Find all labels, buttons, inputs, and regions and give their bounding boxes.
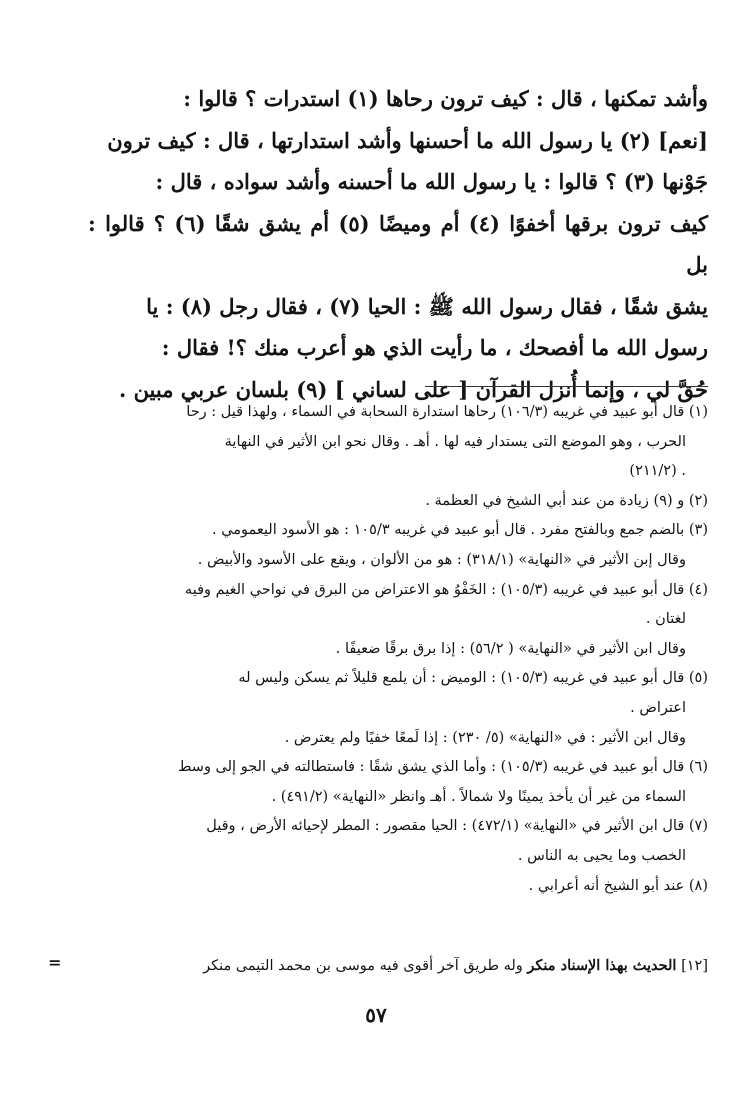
footnote-line: (٥) قال أبو عبيد في غريبه (١٠٥/٣) : الوميض : أن يلمع قليلاً ثم يسكن وليس له <box>238 670 708 687</box>
footnote-line: وقال إبن الأثير في «النهاية» (٣١٨/١) : هو من الألوان ، ويقع على الأسود والأبيض . <box>197 551 686 568</box>
footnote-line: (٤) قال أبو عبيد في غريبه (١٠٥/٣) : الخَفْوُ هو الاعتراض من البرق في نواحي الغيم وفيه <box>184 581 708 598</box>
footnote-line: (١) قال أبو عبيد في غريبه (١٠٦/٣) رحاها استدارة السحابة في السماء ، ولهذا قيل : رحا <box>186 404 708 420</box>
hadith-note-text: وله طريق آخر أقوى فيه موسى بن محمد التيمى منكر <box>203 958 523 974</box>
main-line: جَوْنها (٣) ؟ قالوا : يا رسول الله ما أحسنه وأشد سواده ، قال : <box>155 169 708 194</box>
hadith-verdict: الحديث بهذا الإسناد منكر <box>527 957 677 974</box>
continuation-mark: = <box>48 953 62 972</box>
main-line: كيف ترون برقها أخفوًا (٤) أم وميضًا (٥) أم يشق شقًا (٦) ؟ قالوا : بل <box>88 210 708 277</box>
footnote-line: اعتراض . <box>630 699 686 716</box>
footnote-line: . (٢١١/٢) <box>629 463 686 480</box>
footnote-line: (٨) عند أبو الشيخ أنه أعرابي . <box>528 877 708 894</box>
main-line: حُقَّ لي ، وإنما أُنزل القرآن [ على لساني ] (٩) بلسان عربي مبين . <box>118 376 708 402</box>
main-line: يشق شقًا ، فقال رسول الله ﷺ : الحيا (٧) ، فقال رجل (٨) : يا <box>146 293 708 319</box>
footnote-line: الخصب وما يحيى به الناس . <box>517 847 686 864</box>
footnote-line: (٦) قال أبو عبيد في غريبه (١٠٥/٣) : وأما الذي يشق شقًا : فاستطالته في الجو إلى وسط <box>178 759 708 776</box>
main-line: [نعم] (٢) يا رسول الله ما أحسنها وأشد استدارتها ، قال : كيف ترون <box>107 127 708 153</box>
footnote-line: (٣) بالضم جمع وبالفتح مفرد . قال أبو عبيد في غريبه ١٠٥/٣ : هو الأسود اليعمومي . <box>211 522 708 539</box>
footnote-line: (٢) و (٩) زيادة من عند أبي الشيخ في العظمة . <box>425 492 708 509</box>
footnote-line: وقال ابن الأثير في «النهاية» ( ٥٦/٢) : إذا برق برقًا ضعيفًا . <box>335 640 686 657</box>
footnote-line: وقال ابن الأثير : في «النهاية» (٥/ ٢٣٠) : إذا لَمعًا خفيًا ولم يعترض . <box>284 729 686 746</box>
main-text <box>88 78 708 410</box>
footnote-line: (٧) قال ابن الأثير في «النهاية» (٤٧٢/١) : الحيا مقصور : المطر لإحيائه الأرض ، وقيل <box>206 818 708 835</box>
footnote-separator <box>425 386 708 387</box>
footnote-line: السماء من غير أن يأخذ يمينًا ولا شمالاً . أهـ وانظر «النهاية» (٤٩١/٢) . <box>271 788 686 805</box>
footnotes <box>88 398 708 901</box>
hadith-note <box>80 951 708 982</box>
hadith-number: [١٢] <box>681 958 708 974</box>
page-number: ٥٧ <box>365 1003 387 1027</box>
footnote-line: الحرب ، وهو الموضع التى يستدار فيه لها . أهـ . وقال نحو ابن الأثير في النهاية <box>224 433 686 450</box>
footnote-line: لغتان . <box>645 611 686 628</box>
main-line: رسول الله ما أفصحك ، ما رأيت الذي هو أعرب منك ؟! فقال : <box>161 335 708 360</box>
main-line: وأشد تمكنها ، قال : كيف ترون رحاها (١) استدرات ؟ قالوا : <box>183 86 708 111</box>
